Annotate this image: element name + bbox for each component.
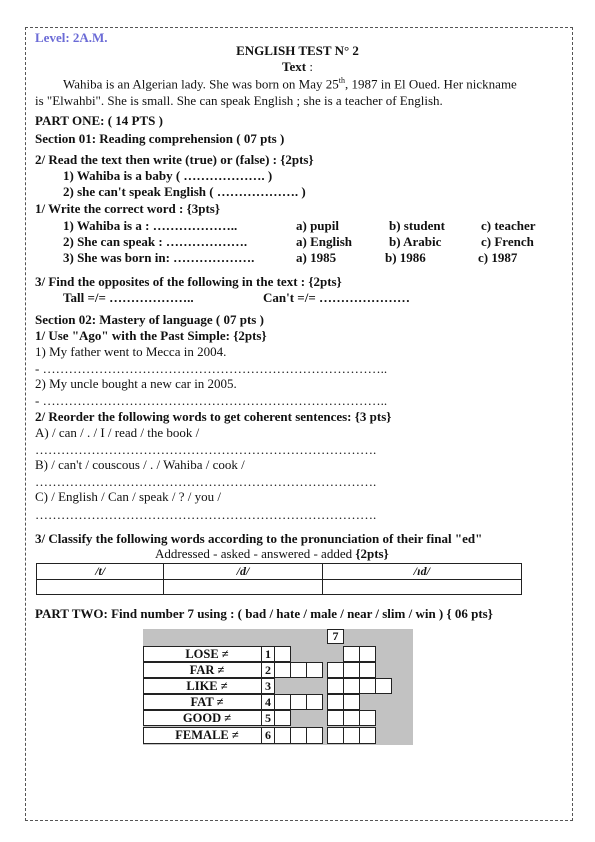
answer-cell-t[interactable]: [37, 580, 164, 595]
grid-cell[interactable]: [327, 662, 344, 678]
s2q1-sentence-1: 1) My father went to Mecca in 2004.: [35, 344, 227, 359]
clue-6-number: 6: [261, 727, 275, 744]
grid-cell[interactable]: [274, 694, 291, 710]
q2-item-1: 1) Wahiba is a baby ( ………………. ): [63, 168, 273, 183]
column-id: /ɪd/: [322, 564, 521, 580]
s2q2-answer-a: …………………………………………………………………….: [35, 442, 377, 457]
q1-row-2-stem: 2) She can speak : ……………….: [63, 234, 248, 249]
q1-row-3-c: c) 1987: [478, 250, 518, 265]
q2-heading: 2/ Read the text then write (true) or (false) : {2pts}: [35, 152, 314, 167]
grid-cell[interactable]: [375, 678, 392, 694]
column-d: /d/: [164, 564, 322, 580]
clue-6-label: FEMALE ≠: [143, 727, 271, 744]
part-one-heading: PART ONE: ( 14 PTS ): [35, 113, 163, 128]
section-02-heading: Section 02: Mastery of language ( 07 pts ): [35, 312, 264, 327]
passage-line-2: is "Elwahbi". She is small. She can speak English ; she is a teacher of English.: [35, 93, 443, 108]
s2q1-heading: 1/ Use "Ago" with the Past Simple: {2pts}: [35, 328, 267, 343]
grid-cell[interactable]: [343, 646, 360, 662]
grid-cell[interactable]: [306, 662, 323, 678]
q1-row-1-stem: 1) Wahiba is a : ………………..: [63, 218, 238, 233]
q3-left: Tall =/= ………………..: [63, 290, 194, 305]
q1-row-2-c: c) French: [481, 234, 534, 249]
clue-5-number: 5: [261, 710, 275, 726]
clue-1-number: 1: [261, 646, 275, 662]
s2q1-answer-1: - ……………………………………………………………………..: [35, 361, 388, 376]
grid-cell[interactable]: [327, 710, 344, 726]
grid-cell[interactable]: [343, 727, 360, 744]
s2q2-item-b: B) / can't / couscous / . / Wahiba / cook /: [35, 457, 245, 472]
grid-cell[interactable]: [274, 662, 291, 678]
grid-cell[interactable]: [306, 694, 323, 710]
grid-cell[interactable]: [290, 727, 307, 744]
q1-row-2-b: b) Arabic: [389, 234, 442, 249]
clue-3-number: 3: [261, 678, 275, 694]
grid-cell[interactable]: [274, 646, 291, 662]
grid-cell[interactable]: [359, 710, 376, 726]
column-t: /t/: [37, 564, 164, 580]
part-two-heading: PART TWO: Find number 7 using : ( bad / hate / male / near / slim / win ) { 06 pts}: [35, 606, 493, 621]
classify-table: [36, 563, 522, 595]
s2q2-item-a: A) / can / . / I / read / the book /: [35, 425, 200, 440]
q2-item-2: 2) she can't speak English ( ………………. ): [63, 184, 306, 199]
q1-row-1-a: a) pupil: [296, 218, 339, 233]
section-01-heading: Section 01: Reading comprehension ( 07 pts ): [35, 131, 285, 146]
s2q3-words: Addressed - asked - answered - added {2pts}: [155, 546, 389, 561]
grid-cell[interactable]: [327, 694, 344, 710]
passage-line-1: Wahiba is an Algerian lady. She was born on May 25th, 1987 in El Oued. Her nickname: [63, 76, 517, 92]
grid-cell[interactable]: [274, 727, 291, 744]
grid-cell[interactable]: [343, 662, 360, 678]
s2q2-answer-c: …………………………………………………………………….: [35, 507, 377, 522]
s2q2-answer-b: …………………………………………………………………….: [35, 474, 377, 489]
column-7-label: 7: [327, 629, 344, 644]
s2q1-sentence-2: 2) My uncle bought a new car in 2005.: [35, 376, 237, 391]
q1-row-2-a: a) English: [296, 234, 352, 249]
grid-cell[interactable]: [327, 678, 344, 694]
clue-2-number: 2: [261, 662, 275, 678]
clue-5-label: GOOD ≠: [143, 710, 271, 726]
q1-row-1-c: c) teacher: [481, 218, 536, 233]
grid-cell[interactable]: [359, 646, 376, 662]
q1-row-1-b: b) student: [389, 218, 445, 233]
grid-cell[interactable]: [359, 678, 376, 694]
s2q3-heading: 3/ Classify the following words according to the pronunciation of their final "ed": [35, 531, 483, 546]
clue-4-number: 4: [261, 694, 275, 710]
grid-cell[interactable]: [343, 678, 360, 694]
grid-cell[interactable]: [290, 662, 307, 678]
grid-cell[interactable]: [290, 694, 307, 710]
test-title: ENGLISH TEST N° 2: [236, 43, 359, 58]
clue-2-label: FAR ≠: [143, 662, 271, 678]
q3-heading: 3/ Find the opposites of the following in the text : {2pts}: [35, 274, 342, 289]
clue-4-label: FAT ≠: [143, 694, 271, 710]
level-label: Level: 2A.M.: [35, 30, 108, 45]
text-heading: Text :: [282, 59, 313, 74]
q1-heading: 1/ Write the correct word : {3pts}: [35, 201, 220, 216]
grid-cell[interactable]: [327, 727, 344, 744]
grid-cell[interactable]: [343, 710, 360, 726]
grid-cell[interactable]: [306, 727, 323, 744]
s2q1-answer-2: - ……………………………………………………………………..: [35, 393, 388, 408]
grid-cell[interactable]: [274, 710, 291, 726]
s2q2-item-c: C) / English / Can / speak / ? / you /: [35, 489, 221, 504]
q1-row-3-b: b) 1986: [385, 250, 426, 265]
answer-cell-d[interactable]: [164, 580, 322, 595]
grid-cell[interactable]: [359, 727, 376, 744]
clue-1-label: LOSE ≠: [143, 646, 271, 662]
q1-row-3-stem: 3) She was born in: ……………….: [63, 250, 255, 265]
q3-right: Can't =/= …………………: [263, 290, 410, 305]
answer-cell-id[interactable]: [322, 580, 521, 595]
grid-cell[interactable]: [343, 694, 360, 710]
clue-3-label: LIKE ≠: [143, 678, 271, 694]
s2q2-heading: 2/ Reorder the following words to get coherent sentences: {3 pts}: [35, 409, 392, 424]
q1-row-3-a: a) 1985: [296, 250, 337, 265]
grid-cell[interactable]: [359, 662, 376, 678]
